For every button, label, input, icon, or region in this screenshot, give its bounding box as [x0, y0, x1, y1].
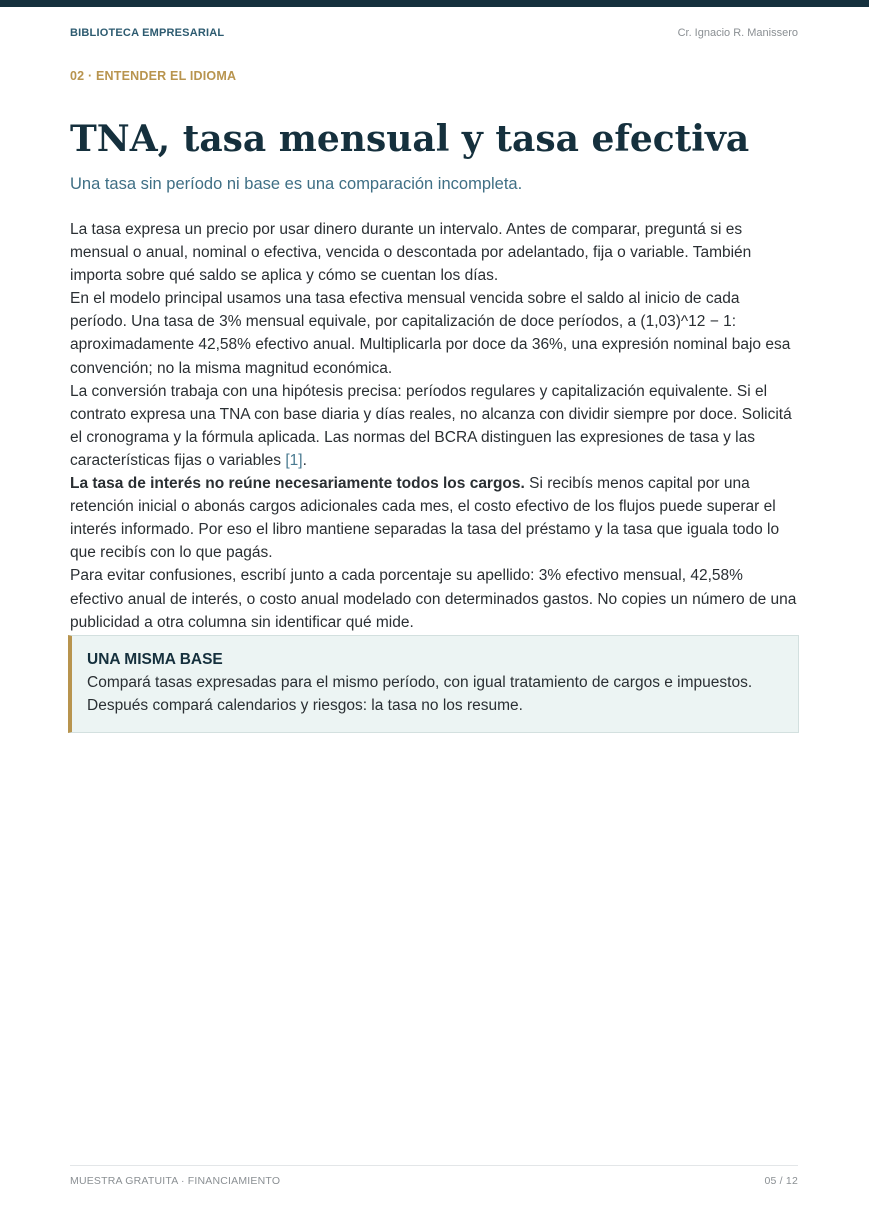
footer-divider [70, 1165, 798, 1166]
body-text [70, 218, 800, 634]
page-number: 05 / 12 [764, 1175, 798, 1187]
callout-text: Compará tasas expresadas para el mismo período, con igual tratamiento de cargos e impuestos. Después compará calendarios y riesgos: la tasa no los resume. [87, 674, 753, 714]
running-header [70, 27, 798, 40]
paragraph-2: En el modelo principal usamos una tasa efectiva mensual vencida sobre el saldo al inicio de cada período. Una tasa de 3% mensual equivale, por capitalización de doce períodos, a (1,03)^12 − 1: aproximadamente 42,58% efectivo anual. Multiplicarla por doce da 36%, una expresión nominal bajo esa convención; no la misma magnitud económica. [70, 290, 791, 377]
callout-box [68, 635, 799, 733]
top-accent-bar [0, 0, 869, 7]
paragraph-5: Para evitar confusiones, escribí junto a cada porcentaje su apellido: 3% efectivo mensual, 42,58% efectivo anual de interés, o costo anual modelado con determinados gastos. No copies un número de una publicidad a otra columna sin identificar qué mide. [70, 567, 797, 631]
section-kicker: 02 · ENTENDER EL IDIOMA [70, 69, 237, 83]
page-subtitle: Una tasa sin período ni base es una comparación incompleta. [70, 175, 523, 193]
reference-link-1[interactable]: [1] [285, 451, 303, 469]
page-footer [70, 1175, 798, 1187]
paragraph-4-text: Si recibís menos capital por una retención inicial o abonás cargos adicionales cada mes, el costo efectivo de los flujos puede superar el interés informado. Por eso el libro mantiene separadas la tasa del préstamo y la tasa que iguala todo lo que recibís con lo que pagás. [70, 475, 780, 562]
page-title: TNA, tasa mensual y tasa efectiva [70, 118, 750, 160]
paragraph-3-text: La conversión trabaja con una hipótesis precisa: períodos regulares y capitalización equivalente. Si el contrato expresa una TNA con base diaria y días reales, no alcanza con dividir siempre por doce. Solicitá el cronograma y la fórmula aplicada. Las normas del BCRA distinguen las expresiones de tasa y las características fijas o variables [70, 382, 792, 469]
footer-label: MUESTRA GRATUITA · FINANCIAMIENTO [70, 1175, 281, 1187]
brand-name: BIBLIOTECA EMPRESARIAL [70, 27, 225, 39]
paragraph-3 [70, 380, 800, 472]
paragraph-4 [70, 472, 800, 564]
callout-title: UNA MISMA BASE [87, 651, 223, 668]
paragraph-1: La tasa expresa un precio por usar dinero durante un intervalo. Antes de comparar, preguntá si es mensual o anual, nominal o efectiva, vencida o descontada por adelantado, fija o variable. También importa sobre qué saldo se aplica y cómo se cuentan los días. [70, 221, 752, 285]
author-name: Cr. Ignacio R. Manissero [677, 27, 798, 39]
paragraph-4-lead: La tasa de interés no reúne necesariamente todos los cargos. [70, 475, 525, 493]
paragraph-3-tail: . [302, 451, 307, 469]
